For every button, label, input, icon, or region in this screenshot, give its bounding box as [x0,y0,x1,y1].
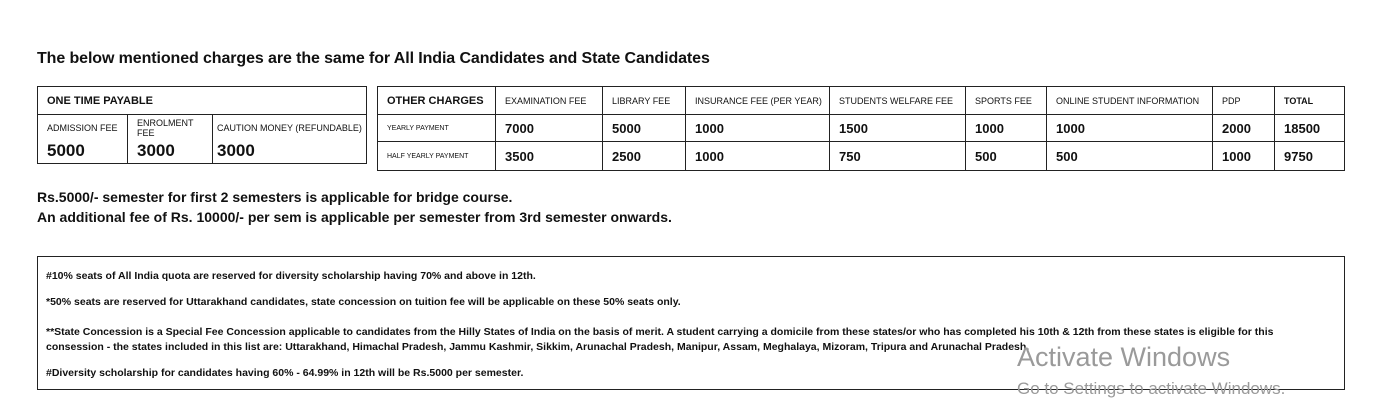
cell: 5000 [603,115,686,142]
col-header: EXAMINATION FEE [496,87,603,115]
footnote-diversity-quota: #10% seats of All India quota are reserved for diversity scholarship having 70% and above in 12th. [46,270,536,282]
additional-fee-note: An additional fee of Rs. 10000/- per sem is applicable per semester from 3rd semester onwards. [37,209,672,225]
caution-money-value: 3000 [213,141,367,164]
col-header: SPORTS FEE [966,87,1047,115]
cell: 750 [830,142,966,171]
cell-total: 9750 [1275,142,1345,171]
cell: 1500 [830,115,966,142]
bridge-course-note: Rs.5000/- semester for first 2 semesters is applicable for bridge course. [37,189,513,205]
cell: 1000 [686,142,830,171]
admission-fee-value: 5000 [38,141,128,164]
cell: 500 [1047,142,1213,171]
cell: 1000 [966,115,1047,142]
cell: 2500 [603,142,686,171]
cell: 1000 [686,115,830,142]
footnote-state-concession: **State Concession is a Special Fee Concession applicable to candidates from the Hilly States of India on the basis of merit. A student carrying a domicile from these states/or who has completed his 10th & 12th from these states is eligible for this consession - the states included in this list are: Uttarakhand, Himachal Pradesh, Jammu Kashmir, Sikkim, Arunachal Pradesh, Manipur, Assam, Meghalaya, Mizoram, Tripura and Arunachal Pradesh. [46,326,1274,353]
cell: 7000 [496,115,603,142]
other-charges-title: OTHER CHARGES [378,87,496,115]
enrolment-fee-label: ENROLMENT FEE [128,115,213,142]
cell: 1000 [1213,142,1275,171]
one-time-payable-table [37,86,367,164]
fee-heading: The below mentioned charges are the same for All India Candidates and State Candidates [37,50,710,67]
col-header: LIBRARY FEE [603,87,686,115]
col-header: PDP [1213,87,1275,115]
cell: 1000 [1047,115,1213,142]
admission-fee-label: ADMISSION FEE [38,115,128,142]
row-label: HALF YEARLY PAYMENT [378,142,496,171]
fee-notes [37,187,672,227]
enrolment-fee-value: 3000 [128,141,213,164]
other-charges-table [377,86,1345,171]
footnote-diversity-scholarship: #Diversity scholarship for candidates having 60% - 64.99% in 12th will be Rs.5000 per semester. [46,367,524,379]
caution-money-label: CAUTION MONEY (REFUNDABLE) [213,115,367,142]
one-time-title: ONE TIME PAYABLE [38,87,367,115]
watermark-subtitle: Go to Settings to activate Windows. [1017,379,1286,398]
cell-total: 18500 [1275,115,1345,142]
col-header: INSURANCE FEE (PER YEAR) [686,87,830,115]
cell: 3500 [496,142,603,171]
col-header: STUDENTS WELFARE FEE [830,87,966,115]
col-header: ONLINE STUDENT INFORMATION [1047,87,1213,115]
row-label: YEARLY PAYMENT [378,115,496,142]
activate-windows-watermark [1017,340,1285,400]
cell: 500 [966,142,1047,171]
footnote-uttarakhand: *50% seats are reserved for Uttarakhand candidates, state concession on tuition fee will be applicable on these 50% seats only. [46,296,681,308]
cell: 2000 [1213,115,1275,142]
watermark-title: Activate Windows [1017,342,1231,372]
col-header-total: TOTAL [1275,87,1345,115]
